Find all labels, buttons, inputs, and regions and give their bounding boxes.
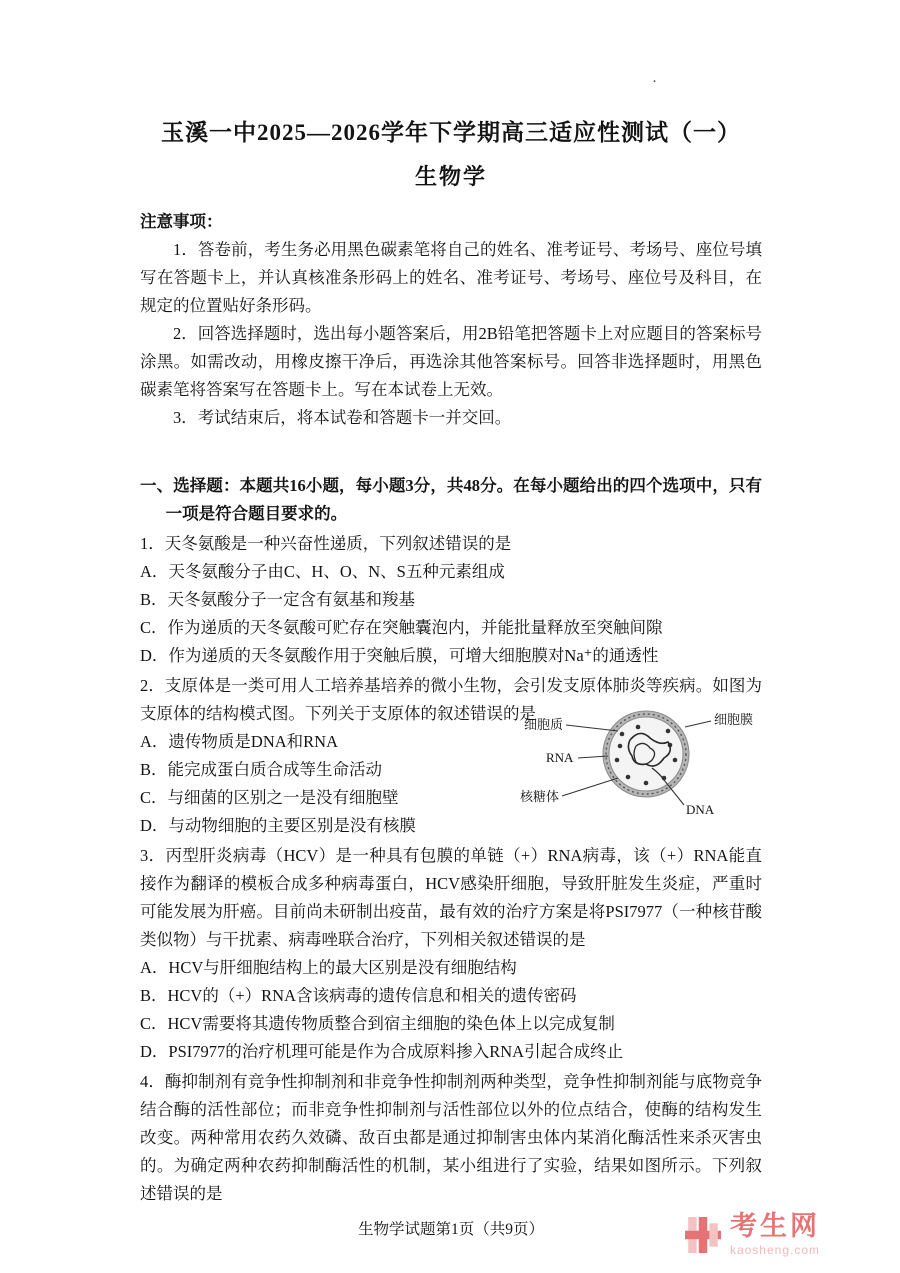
label-ribosome: 核糖体 xyxy=(520,789,560,804)
question-1 xyxy=(140,530,762,670)
label-cytoplasm: 细胞质 xyxy=(524,717,564,732)
question-3 xyxy=(140,842,762,1066)
question-3-stem: 3．丙型肝炎病毒（HCV）是一种具有包膜的单链（+）RNA病毒，该（+）RNA能直接作为翻译的模板合成多种病毒蛋白，HCV感染肝细胞，导致肝脏发生炎症，严重时可能发展为肝癌。目前尚未研制出疫苗，最有效的治疗方案是将PSI7977（一种核苷酸类似物）与干扰素、病毒唑联合治疗，下列相关叙述错误的是 xyxy=(140,846,762,949)
question-1-option-b: B．天冬氨酸分子一定含有氨基和羧基 xyxy=(140,590,416,609)
stray-mark: · xyxy=(652,74,657,90)
question-3-option-d: D．PSI7977的治疗机理可能是作为合成原料掺入RNA引起合成终止 xyxy=(140,1042,624,1061)
question-2-option-d: D．与动物细胞的主要区别是没有核膜 xyxy=(140,816,416,835)
question-1-stem: 1．天冬氨酸是一种兴奋性递质，下列叙述错误的是 xyxy=(140,534,512,553)
exam-title: 玉溪一中2025—2026学年下学期高三适应性测试（一） xyxy=(161,120,741,145)
section-1-heading: 一、选择题：本题共16小题，每小题3分，共48分。在每小题给出的四个选项中，只有一项是符合题目要求的。 xyxy=(140,476,762,523)
question-2-option-b: B．能完成蛋白质合成等生命活动 xyxy=(140,760,383,779)
question-4 xyxy=(140,1068,762,1208)
notice-item: 3．考试结束后，将本试卷和答题卡一并交回。 xyxy=(173,408,512,427)
notice-heading: 注意事项： xyxy=(140,212,223,231)
question-3-option-b: B．HCV的（+）RNA含该病毒的遗传信息和相关的遗传密码 xyxy=(140,986,577,1005)
page-footer: 生物学试题第1页（共9页） xyxy=(357,1221,544,1238)
label-membrane: 细胞膜 xyxy=(714,712,754,727)
kaosheng-watermark xyxy=(685,1212,820,1257)
question-2-options xyxy=(140,728,560,840)
question-1-option-c: C．作为递质的天冬氨酸可贮存在突触囊泡内，并能批量释放至突触间隙 xyxy=(140,618,663,637)
exam-subject: 生物学 xyxy=(414,164,487,189)
mycoplasma-structure-diagram xyxy=(518,698,768,822)
question-2 xyxy=(140,672,762,840)
question-3-option-c: C．HCV需要将其遗传物质整合到宿主细胞的染色体上以完成复制 xyxy=(140,1014,615,1033)
question-1-option-d: D．作为递质的天冬氨酸作用于突触后膜，可增大细胞膜对Na⁺的通透性 xyxy=(140,646,659,665)
notice-section xyxy=(140,208,762,432)
question-2-option-a: A．遗传物质是DNA和RNA xyxy=(140,732,338,751)
kaosheng-logo-icon xyxy=(685,1217,721,1253)
label-rna: RNA xyxy=(546,750,574,765)
question-3-option-a: A．HCV与肝细胞结构上的最大区别是没有细胞结构 xyxy=(140,958,517,977)
notice-item: 1．答卷前，考生务必用黑色碳素笔将自己的姓名、准考证号、考场号、座位号填写在答题卡上，并认真核准条形码上的姓名、准考证号、考场号、座位号及科目，在规定的位置贴好条形码。 xyxy=(140,240,762,315)
question-2-stem: 2．支原体是一类可用人工培养基培养的微小生物，会引发支原体肺炎等疾病。如图为支原体的结构模式图。下列关于支原体的叙述错误的是 xyxy=(140,676,762,723)
watermark-site-url: kaosheng.com xyxy=(729,1242,820,1257)
watermark-site-name: 考生网 xyxy=(729,1211,820,1242)
notice-item: 2．回答选择题时，选出每小题答案后，用2B铅笔把答题卡上对应题目的答案标号涂黑。如需改动，用橡皮擦干净后，再选涂其他答案标号。回答非选择题时，用黑色碳素笔将答案写在答题卡上。写在本试卷上无效。 xyxy=(140,324,762,399)
question-4-stem: 4．酶抑制剂有竞争性抑制剂和非竞争性抑制剂两种类型，竞争性抑制剂能与底物竞争结合酶的活性部位；而非竞争性抑制剂与活性部位以外的位点结合，使酶的结构发生改变。两种常用农药久效磷、敌百虫都是通过抑制害虫体内某消化酶活性来杀灭害虫的。为确定两种农药抑制酶活性的机制，某小组进行了实验，结果如图所示。下列叙述错误的是 xyxy=(140,1072,762,1203)
watermark-text xyxy=(730,1212,820,1257)
label-dna: DNA xyxy=(686,802,715,817)
question-2-option-c: C．与细菌的区别之一是没有细胞壁 xyxy=(140,788,399,807)
question-1-option-a: A．天冬氨酸分子由C、H、O、N、S五种元素组成 xyxy=(140,562,505,581)
